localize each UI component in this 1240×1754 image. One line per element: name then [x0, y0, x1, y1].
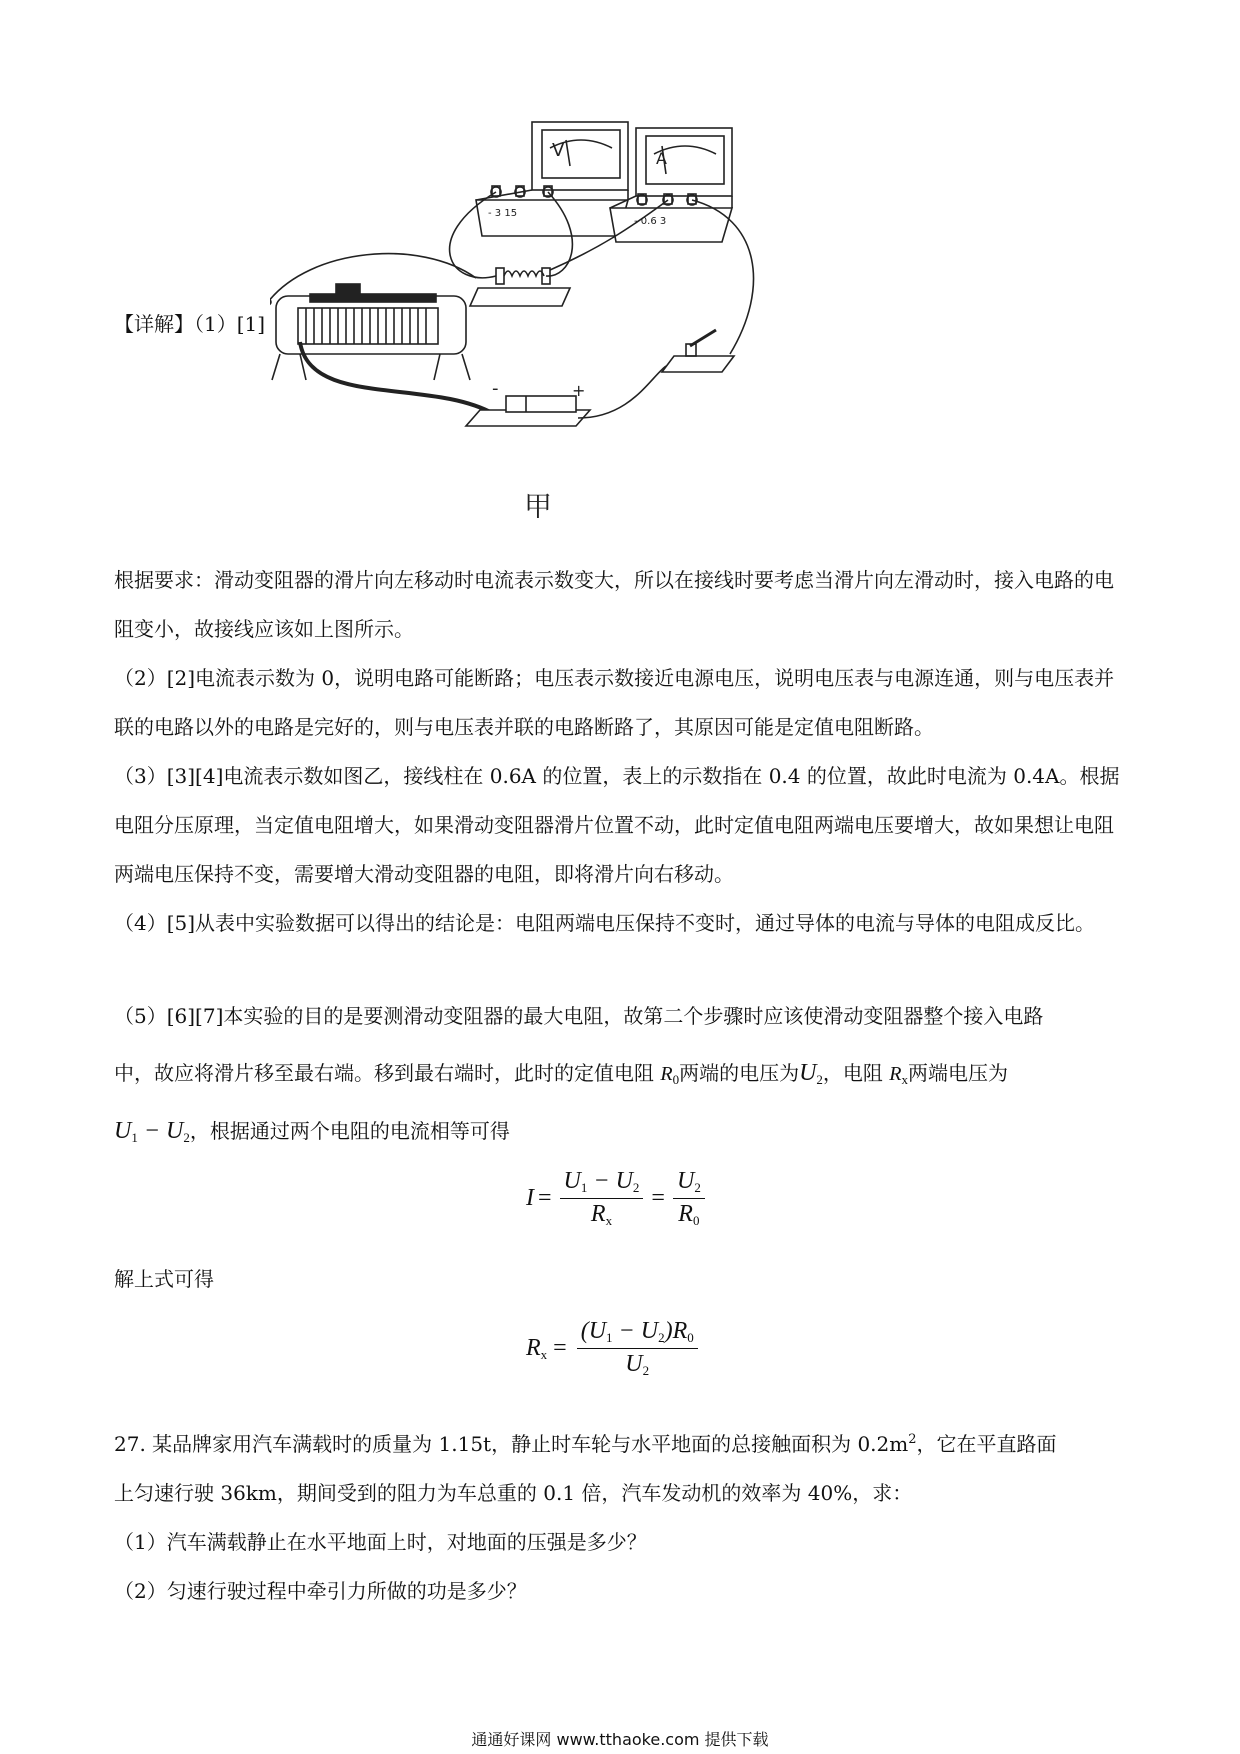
ammeter-letter: A — [656, 149, 667, 168]
solve-text: 解上式可得 — [114, 1267, 214, 1291]
symbol-u2: $U_2$ — [799, 1060, 823, 1087]
p5-text-b: 两端的电压为 — [679, 1061, 800, 1085]
detail-label: 【详解】（1）[1] — [114, 312, 266, 336]
question-27-part-2: （2）匀速行驶过程中牵引力所做的功是多少？ — [114, 1579, 527, 1603]
equation-rx: $R_x$ = $\frac{(U_1 - U_2)R_0}{U_2}$ — [526, 1318, 702, 1379]
p5-text-c: ，电阻 — [822, 1061, 890, 1085]
paragraph-3: （3）[3][4]电流表示数如图乙，接线柱在 0.6A 的位置，表上的示数指在 0.4 的位置，故此时电流为 0.4A。根据电阻分压原理，当定值电阻增大，如果滑动变阻器滑片位置不动，此时定值电阻两端电压要增大，故如果想让电阻两端电压保持不变，需要增大滑动变阻器的电阻，即将滑片向右移动。 — [114, 764, 1120, 886]
q27-stem-a: 27. 某品牌家用汽车满载时的质量为 1.15t，静止时车轮与水平地面的总接触面积为 0.2m — [114, 1432, 909, 1456]
symbol-r0: $R_0$ — [660, 1063, 680, 1087]
figure-caption: 甲 — [524, 490, 553, 518]
battery-plus-label: + — [572, 381, 586, 400]
q27-stem-b: ，它在平直路面 — [916, 1432, 1057, 1456]
p5-text-a: 中，故应将滑片移至最右端。移到最右端时，此时的定值电阻 — [114, 1061, 661, 1085]
voltmeter-terminal-labels: - 3 15 — [488, 208, 518, 219]
equation-current: I = $\frac{U_1 - U_2}{R_x}$ = $\frac{U_2}{R_0}$ — [526, 1168, 709, 1229]
paragraph-2: （2）[2]电流表示数为 0，说明电路可能断路；电压表示数接近电源电压，说明电压表与电源连通，则与电压表并联的电路以外的电路是完好的，则与电压表并联的电路断路了，其原因可能是定值电阻断路。 — [114, 666, 1115, 739]
battery-minus-label: - — [492, 378, 499, 399]
p5-text-d: 两端电压为 — [908, 1061, 1008, 1085]
switch — [662, 330, 734, 372]
question-27-stem-line-2: 上匀速行驶 36km，期间受到的阻力为车总重的 0.1 倍，汽车发动机的效率为 40%，求： — [114, 1481, 913, 1505]
paragraph-5-line-2 — [114, 1057, 1008, 1088]
paragraph-4: （4）[5]从表中实验数据可以得出的结论是：电阻两端电压保持不变时，通过导体的电流与导体的电阻成反比。 — [114, 911, 1096, 935]
symbol-u1-minus-u2: $U_1 - U_2$ — [114, 1118, 190, 1145]
footer: 通通好课网 www.tthaoke.com 提供下载 — [471, 1730, 769, 1749]
rheostat — [270, 284, 470, 380]
voltmeter-letter: V — [552, 140, 565, 161]
paragraph-1: 根据要求：滑动变阻器的滑片向左移动时电流表示数变大，所以在接线时要考虑当滑片向左滑动时，接入电路的电阻变小，故接线应该如上图所示。 — [114, 568, 1114, 641]
symbol-rx: $R_x$ — [889, 1063, 908, 1087]
ammeter-terminal-labels: - 0.6 3 — [634, 216, 667, 227]
question-27-part-1: （1）汽车满载静止在水平地面上时，对地面的压强是多少？ — [114, 1530, 647, 1554]
p5-text-e: ，根据通过两个电阻的电流相等可得 — [189, 1119, 510, 1143]
paragraph-5-line-3 — [114, 1115, 510, 1146]
battery — [466, 396, 590, 426]
question-27-stem-line-1 — [114, 1428, 1057, 1457]
paragraph-5-line-1: （5）[6][7]本实验的目的是要测滑动变阻器的最大电阻，故第二个步骤时应该使滑动变阻器整个接入电路 — [114, 1004, 1044, 1028]
q27-stem-sup: 2 — [908, 1432, 917, 1447]
circuit-figure — [270, 118, 910, 518]
fixed-resistor — [470, 268, 570, 306]
